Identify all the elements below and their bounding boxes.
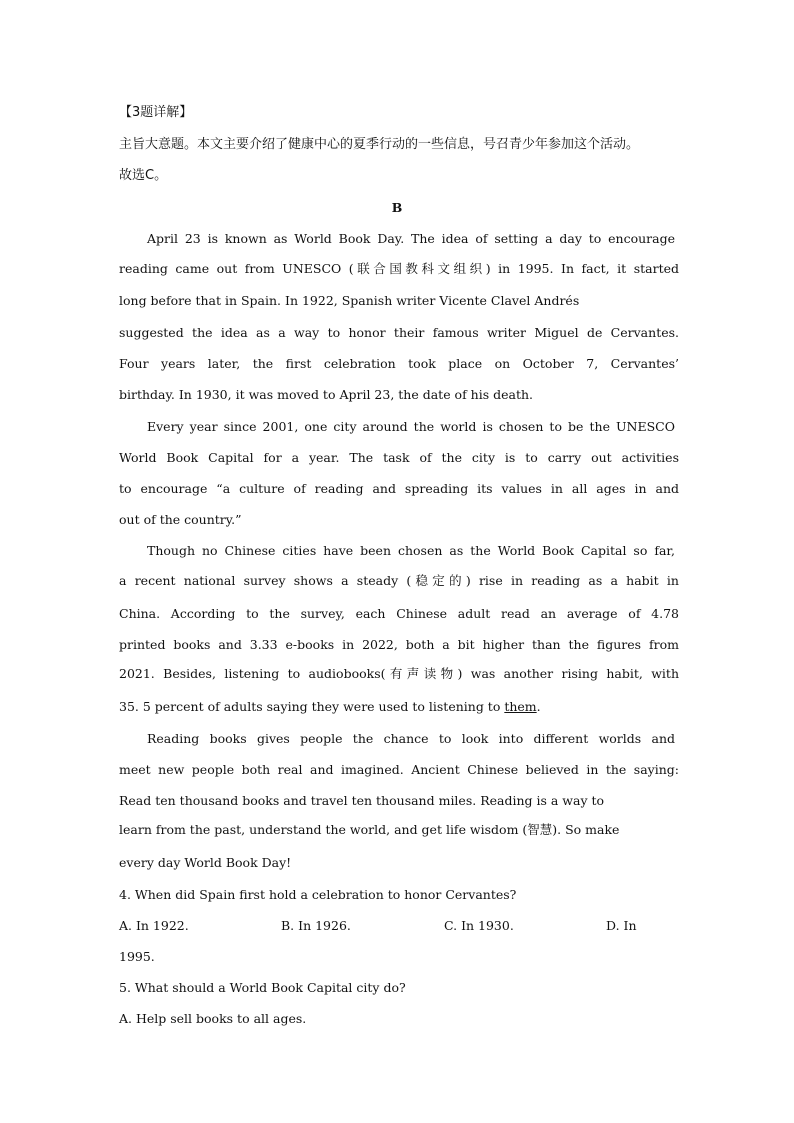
- passage-label: B: [391, 200, 403, 215]
- section-title: 【3题详解】: [119, 105, 193, 120]
- paragraph-4-line: learn from the past, understand the world, and get life wisdom (智慧). So make: [119, 822, 620, 837]
- paragraph-3-last-line: [119, 698, 679, 716]
- paragraph-2-line: Every year since 2001, one city around the world is chosen to be the UNESCO: [147, 419, 675, 434]
- paragraph-3-line: Though no Chinese cities have been chosen as the World Book Capital so far,: [147, 543, 675, 558]
- paragraph-1-line: Four years later, the first celebration took place on October 7, Cervantes’: [119, 356, 679, 371]
- question-4-option-b: B. In 1926.: [281, 918, 351, 933]
- paragraph-4-line: meet new people both real and imagined. Ancient Chinese believed in the saying:: [119, 762, 679, 777]
- paragraph-2-line: out of the country.”: [119, 512, 242, 527]
- paragraph-4-line: Read ten thousand books and travel ten thousand miles. Reading is a way to: [119, 793, 605, 808]
- question-4-option-d-continued: 1995.: [119, 949, 155, 964]
- paragraph-4-line: Reading books gives people the chance to look into different worlds and: [147, 731, 675, 746]
- paragraph-3-line: 2021. Besides, listening to audiobooks(有声读物) was another rising habit, with: [119, 666, 679, 681]
- question-4-stem: 4. When did Spain first hold a celebration to honor Cervantes?: [119, 887, 517, 902]
- explanation-text: 主旨大意题。本文主要介绍了健康中心的夏季行动的一些信息，号召青少年参加这个活动。: [119, 137, 640, 152]
- paragraph-3-line: printed books and 3.33 e-books in 2022, both a bit higher than the figures from: [119, 637, 679, 652]
- paragraph-3-text: 35. 5 percent of adults saying they were used to listening to: [119, 699, 505, 714]
- paragraph-3-line: a recent national survey shows a steady (稳定的) rise in reading as a habit in: [119, 573, 679, 588]
- paragraph-1-line: April 23 is known as World Book Day. The idea of setting a day to encourage: [147, 231, 675, 246]
- paragraph-1-line: suggested the idea as a way to honor their famous writer Miguel de Cervantes.: [119, 325, 679, 340]
- underlined-word: them: [504, 699, 537, 714]
- paragraph-1-line: reading came out from UNESCO (联合国教科文组织) in 1995. In fact, it started: [119, 261, 679, 276]
- answer-line: 故选C。: [119, 168, 168, 183]
- paragraph-4-line: every day World Book Day!: [119, 855, 292, 870]
- paragraph-2-line: to encourage “a culture of reading and spreading its values in all ages in and: [119, 481, 679, 496]
- paragraph-1-line: birthday. In 1930, it was moved to April 23, the date of his death.: [119, 387, 534, 402]
- question-4-option-d: D. In: [606, 918, 637, 933]
- question-4-option-a: A. In 1922.: [119, 918, 189, 933]
- paragraph-3-period: .: [536, 699, 541, 714]
- paragraph-2-line: World Book Capital for a year. The task of the city is to carry out activities: [119, 450, 679, 465]
- paragraph-1-line: long before that in Spain. In 1922, Spanish writer Vicente Clavel Andrés: [119, 293, 580, 308]
- question-5-option-a: A. Help sell books to all ages.: [119, 1011, 307, 1026]
- question-4-option-c: C. In 1930.: [444, 918, 514, 933]
- paragraph-3-line: China. According to the survey, each Chinese adult read an average of 4.78: [119, 606, 679, 621]
- question-5-stem: 5. What should a World Book Capital city do?: [119, 980, 406, 995]
